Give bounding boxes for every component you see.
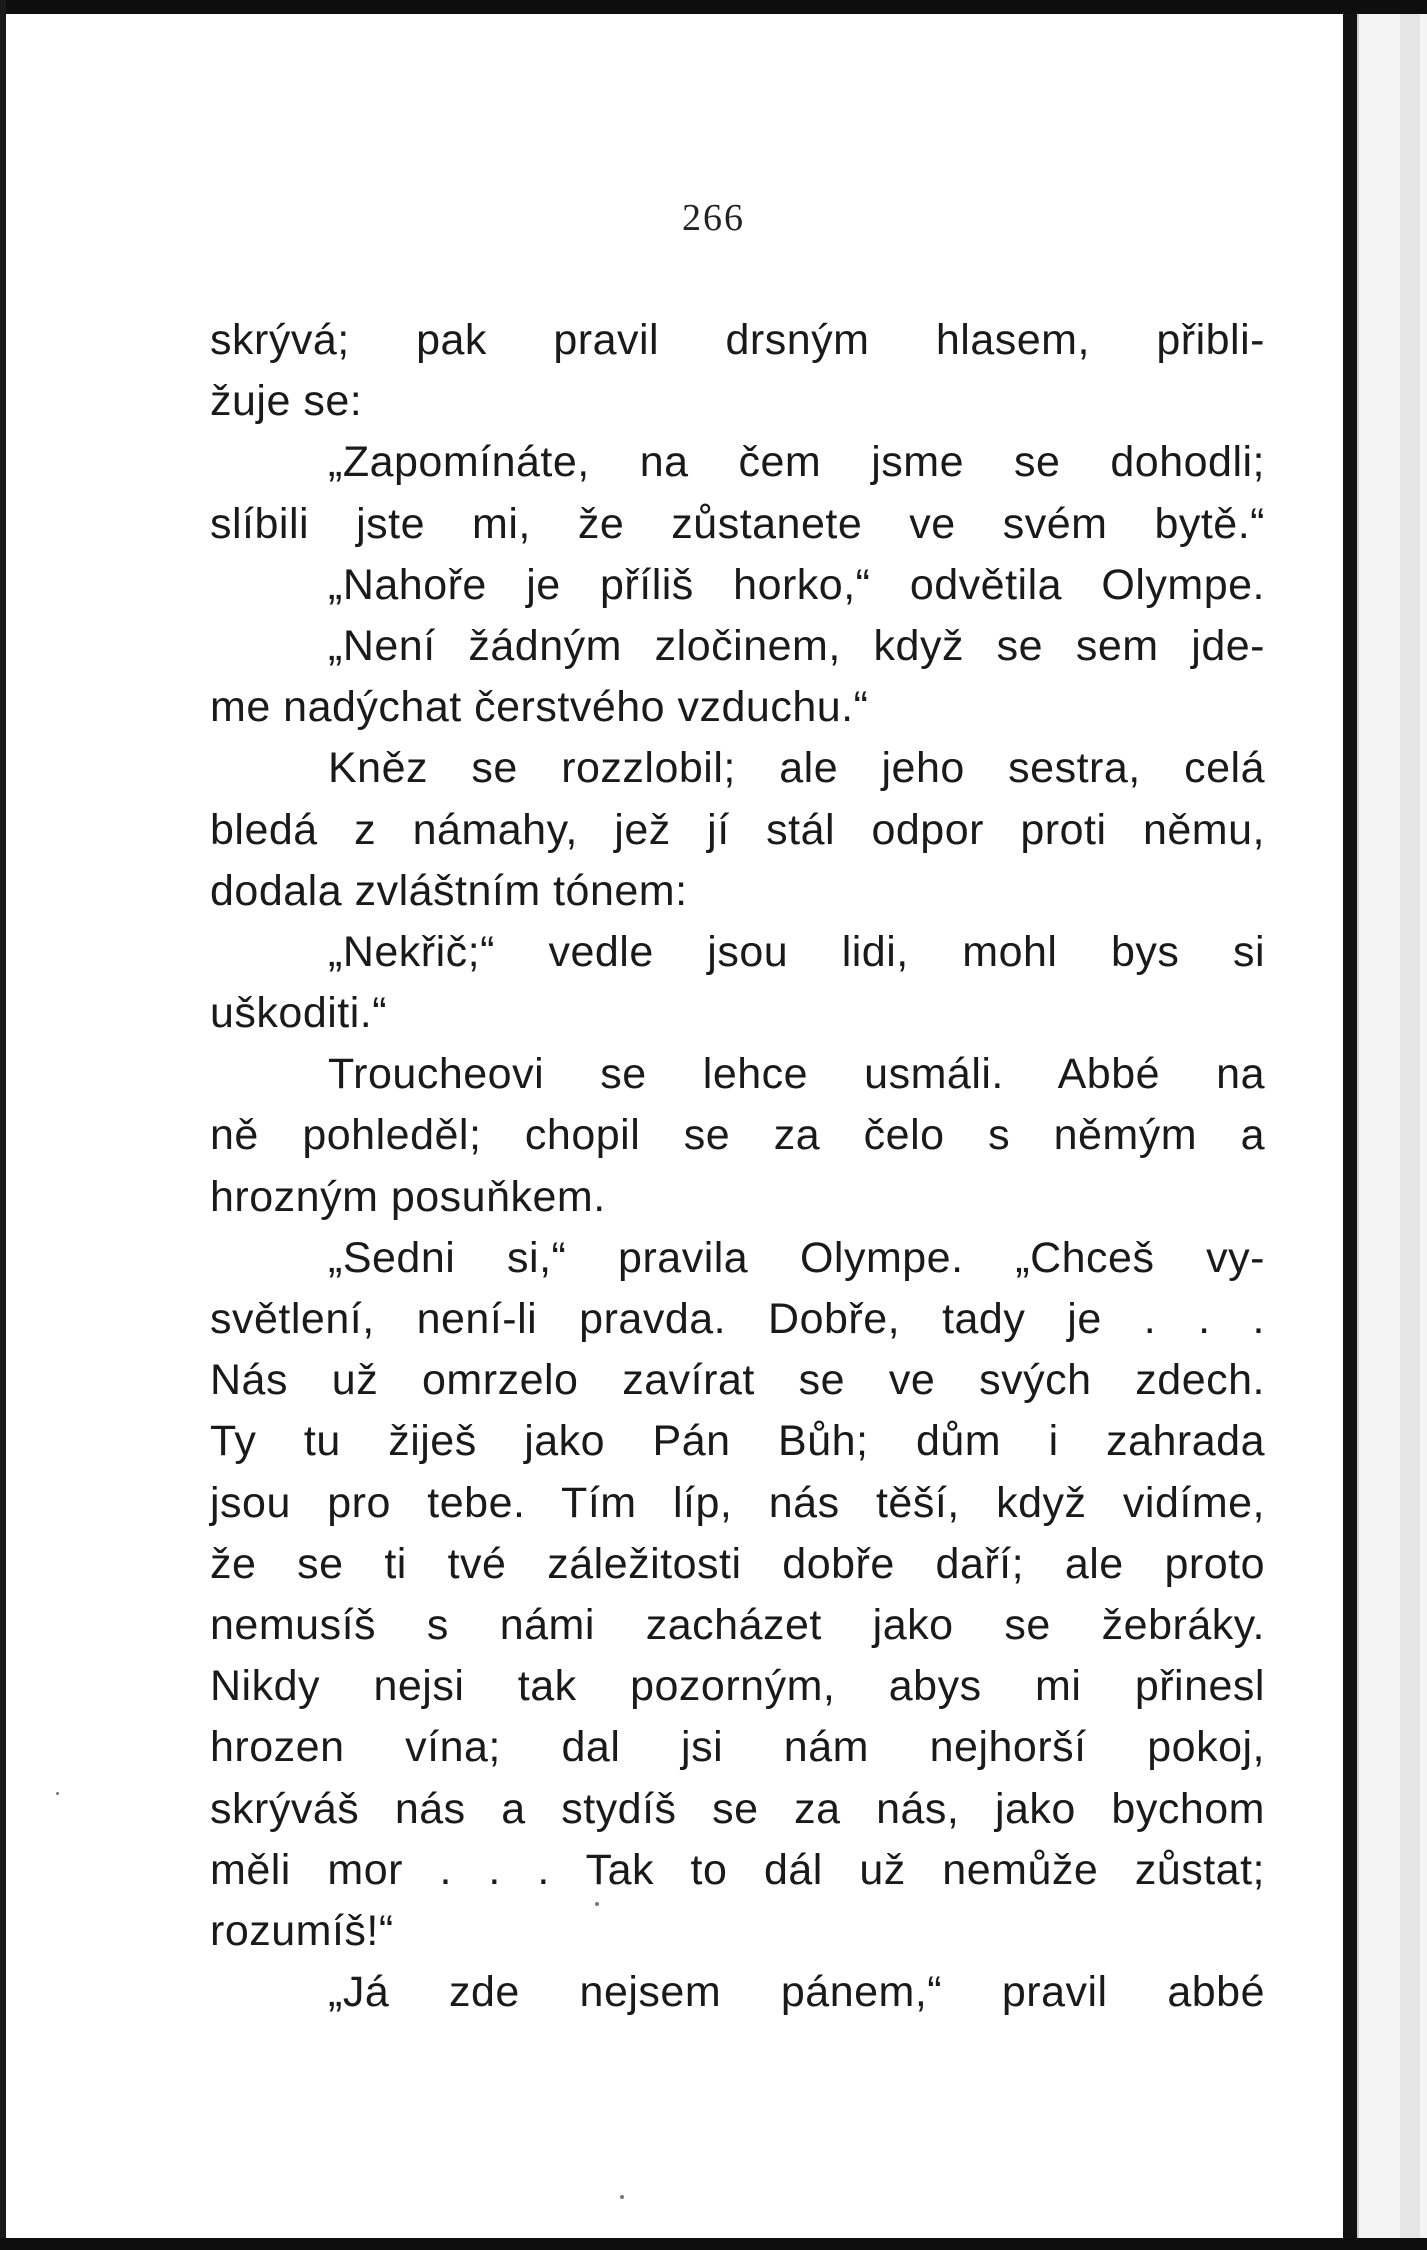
body-text [210,310,1265,2023]
text-line: bledá z námahy, jež jí stál odpor proti němu, [210,805,1265,854]
text-line: Troucheovi se lehce usmáli. Abbé na [328,1050,1265,1099]
adjacent-page-strip [1400,14,1420,2238]
text-line: Nás už omrzelo zavírat se ve svých zdech. [210,1356,1265,1405]
text-line: jsou pro tebe. Tím líp, nás těší, když vidíme, [210,1478,1265,1527]
text-line: skrýváš nás a stydíš se za nás, jako bychom [210,1784,1265,1833]
text-line: skrývá; pak pravil drsným hlasem, přibli- [210,316,1265,364]
scan-speck [620,2195,624,2199]
text-line: „Nekřič;“ vedle jsou lidi, mohl bys si [328,927,1265,976]
text-line: uškoditi.“ [210,989,388,1038]
scan-bottom-edge [0,2238,1427,2250]
text-line: žuje se: [210,377,363,426]
text-line: ně pohleděl; chopil se za čelo s němým a [210,1111,1265,1160]
scan-speck [595,1902,599,1906]
scan-speck [56,1792,59,1795]
text-line: „Není žádným zločinem, když se sem jde- [328,621,1265,670]
page-gutter [1343,14,1357,2238]
text-line: Kněz se rozzlobil; ale jeho sestra, celá [328,744,1265,793]
text-line: me nadýchat čerstvého vzduchu.“ [210,683,869,732]
text-line: hrozen vína; dal jsi nám nejhorší pokoj, [210,1723,1265,1772]
text-line: světlení, není-li pravda. Dobře, tady je . . . [210,1295,1265,1343]
text-line: „Zapomínáte, na čem jsme se dohodli; [328,438,1265,487]
text-line: nemusíš s námi zacházet jako se žebráky. [210,1600,1265,1649]
text-line: slíbili jste mi, že zůstanete ve svém bytě.“ [210,499,1265,548]
scan-top-edge [0,0,1427,14]
text-line: „Sedni si,“ pravila Olympe. „Chceš vy- [328,1233,1265,1282]
scan-left-edge [0,0,6,2250]
text-line: Ty tu žiješ jako Pán Bůh; dům i zahrada [210,1417,1265,1466]
text-line: „Nahoře je příliš horko,“ odvětila Olympe. [328,560,1265,609]
text-line: „Já zde nejsem pánem,“ pravil abbé [328,1968,1265,2017]
page-number: 266 [682,197,745,239]
text-line: dodala zvláštním tónem: [210,866,688,915]
text-line: hrozným posuňkem. [210,1172,606,1221]
text-line: měli mor . . . Tak to dál už nemůže zůstat; [210,1845,1265,1894]
text-line: rozumíš!“ [210,1906,394,1955]
text-line: že se ti tvé záležitosti dobře daří; ale proto [210,1539,1265,1588]
text-line: Nikdy nejsi tak pozorným, abys mi přinesl [210,1662,1265,1711]
